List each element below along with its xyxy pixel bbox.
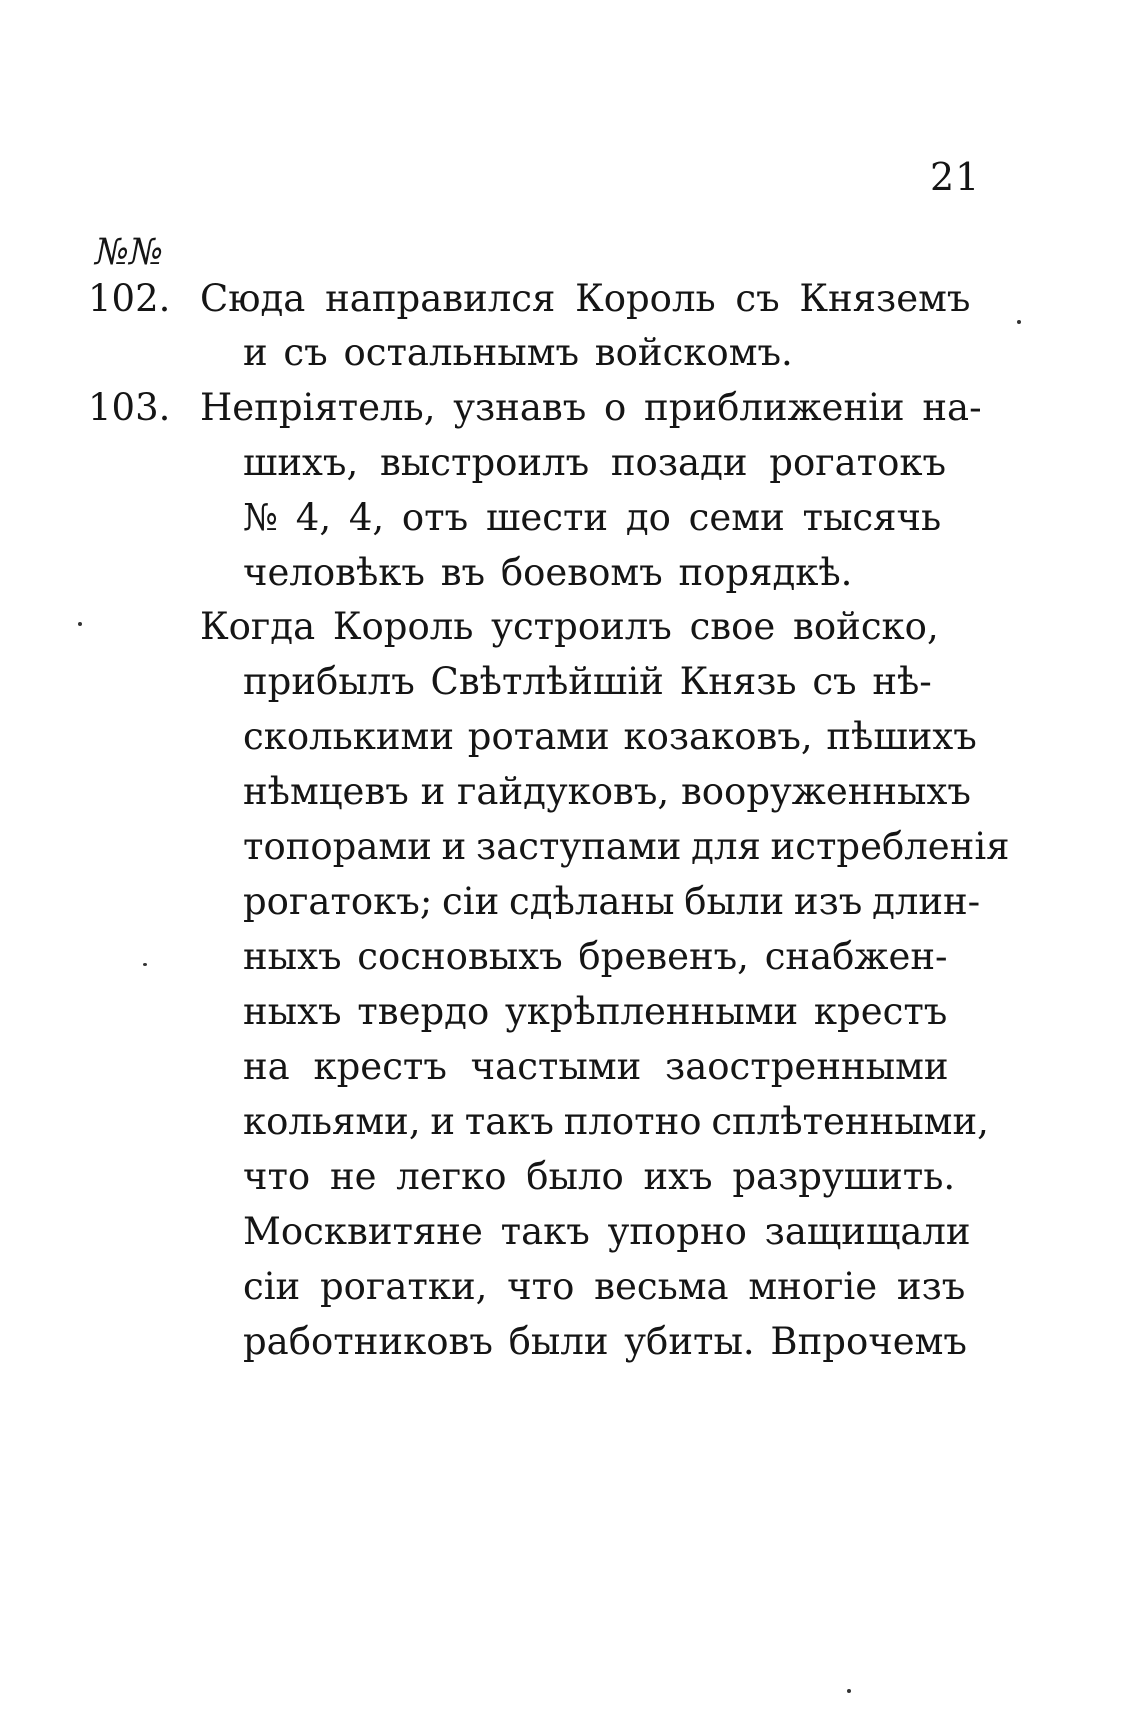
paragraph-line-14: работниковъ были убиты. Впрочемъ (243, 1320, 967, 1363)
numero-header: №№ (95, 232, 164, 273)
paragraph-line-3: сколькими ротами козаковъ, пѣшихъ (243, 715, 977, 758)
paragraph-line-10: кольями, и такъ плотно сплѣтенными, (243, 1100, 989, 1143)
paragraph-line-4: нѣмцевъ и гайдуковъ, вооруженныхъ (243, 770, 971, 813)
entry-number-102: 102. (88, 277, 171, 320)
entry-103-line-4: человѣкъ въ боевомъ порядкѣ. (243, 551, 853, 594)
entry-103-line-3: № 4, 4, отъ шести до семи тысячь (243, 496, 942, 539)
entry-103-line-1: Непріятель, узнавъ о приближеніи на- (200, 386, 982, 429)
entry-number-103: 103. (88, 386, 171, 429)
paragraph-line-6: рогатокъ; сіи сдѣланы были изъ длин- (243, 880, 981, 923)
paragraph-line-7: ныхъ сосновыхъ бревенъ, снабжен- (243, 935, 948, 978)
paragraph-line-2: прибылъ Свѣтлѣйшій Князь съ нѣ- (243, 660, 932, 703)
paragraph-line-1: Когда Король устроилъ свое войско, (200, 605, 939, 648)
scan-speck (78, 622, 82, 626)
entry-102-line-2: и съ остальнымъ войскомъ. (243, 331, 793, 374)
entry-103-line-2: шихъ, выстроилъ позади рогатокъ (243, 441, 947, 484)
paragraph-line-9: на крестъ частыми заостренными (243, 1045, 949, 1088)
paragraph-line-13: сіи рогатки, что весьма многіе изъ (243, 1265, 966, 1308)
paragraph-line-12: Москвитяне такъ упорно защищали (243, 1210, 971, 1253)
paragraph-line-11: что не легко было ихъ разрушить. (243, 1155, 956, 1198)
scan-speck (143, 963, 147, 966)
page-number: 21 (930, 155, 981, 199)
scan-speck (847, 1689, 851, 1693)
paragraph-line-5: топорами и заступами для истребленія (243, 825, 1010, 868)
scan-speck (1017, 320, 1021, 324)
entry-102-line-1: Сюда направился Король съ Княземъ (200, 277, 971, 320)
paragraph-line-8: ныхъ твердо укрѣпленными крестъ (243, 990, 948, 1033)
